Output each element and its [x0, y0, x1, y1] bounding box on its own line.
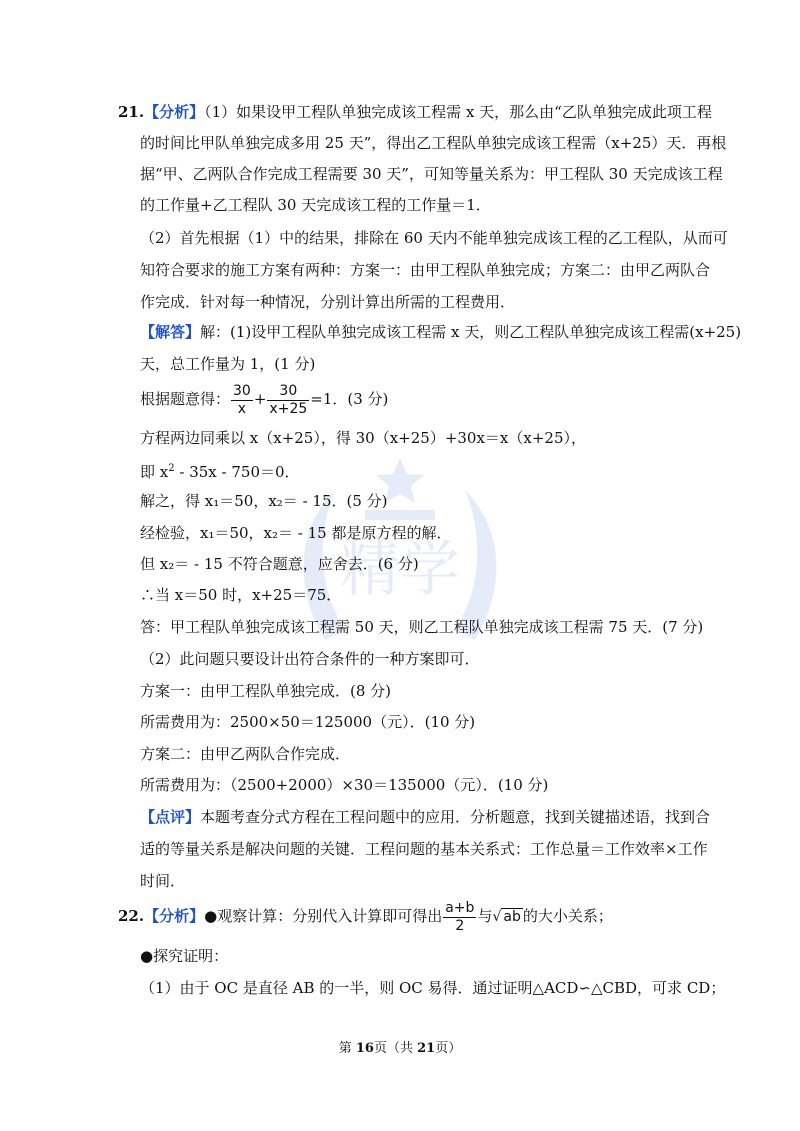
q22-line-3: （1）由于 OC 是直径 AB 的一半，则 OC 易得．通过证明△ACD∽△CBD，可求 CD； — [140, 979, 726, 997]
answer-line-2: 天，总工作量为 1，(1 分) — [140, 355, 316, 373]
comment-tag: 【点评】 — [140, 808, 201, 826]
answer-line-12: 方案一：由甲工程队单独完成．(8 分) — [140, 682, 392, 700]
answer-line-13: 所需费用为：2500×50＝125000（元）．(10 分) — [140, 713, 476, 731]
answer-line-15: 所需费用为：（2500+2000）×30＝135000（元）．(10 分) — [140, 776, 549, 794]
answer-line-8: 但 x₂＝ - 15 不符合题意，应舍去．(6 分) — [140, 555, 419, 573]
question-number: 22. — [118, 907, 145, 925]
q22-line-1: 22.【分析】●观察计算：分别代入计算即可得出 $\frac{a+b}{2}$ 与√ ab 的大小关系； — [118, 896, 613, 936]
answer-line-9: ∴当 x＝50 时，x+25＝75． — [140, 586, 342, 604]
answer-equation: 根据题意得： $\frac{30}{x}$ + $\frac{30}{x+25}$ =1．(3 分) — [140, 382, 389, 417]
q21-line-2: 的时间比甲队单独完成多用 25 天”，得出乙工程队单独完成该工程需（x+25）天．再根 — [140, 134, 727, 152]
answer-line-14: 方案二：由甲乙两队合作完成． — [140, 745, 351, 763]
q21-line-3: 据“甲、乙两队合作完成工程需要 30 天”，可知等量关系为：甲工程队 30 天完成该工程 — [140, 165, 723, 183]
analysis-tag: 【分析】 — [144, 103, 205, 121]
q22-line-2: ●探究证明： — [140, 947, 229, 965]
fraction-30-over-x: $\frac{30}{x}$ — [233, 382, 251, 417]
analysis-tag: 【分析】 — [144, 907, 205, 925]
answer-line-10: 答：甲工程队单独完成该工程需 50 天，则乙工程队单独完成该工程需 75 天．(7 分) — [140, 618, 704, 636]
q21-line-7: 作完成．针对每一种情况，分别计算出所需的工程费用． — [140, 293, 516, 311]
watermark-text: 精学 — [340, 535, 460, 605]
answer-line-6: 解之，得 x₁＝50，x₂＝ - 15．(5 分) — [140, 492, 388, 510]
total-pages: 21 — [417, 1041, 436, 1056]
comment-line-1: 【点评】本题考查分式方程在工程问题中的应用．分析题意，找到关键描述语，找到合 — [140, 808, 711, 826]
q21-line-5: （2）首先根据（1）中的结果，排除在 60 天内不能单独完成该工程的乙工程队，从而可 — [140, 229, 728, 247]
q21-line-4: 的工作量+乙工程队 30 天完成该工程的工作量＝1． — [140, 196, 491, 214]
q21-line-6: 知符合要求的施工方案有两种：方案一：由甲工程队单独完成；方案二：由甲乙两队合 — [140, 261, 711, 279]
answer-line-1: 【解答】解：(1)设甲工程队单独完成该工程需 x 天，则乙工程队单独完成该工程需(x+25) — [140, 323, 742, 341]
answer-tag: 【解答】 — [140, 323, 201, 341]
comment-line-2: 适的等量关系是解决问题的关键．工程问题的基本关系式：工作总量＝工作效率×工作 — [140, 840, 708, 858]
question-number: 21. — [118, 103, 145, 121]
answer-line-7: 经检验，x₁＝50，x₂＝ - 15 都是原方程的解． — [140, 524, 452, 542]
answer-line-5: 即 $x^2 - 35x - 750=0$． — [140, 463, 300, 481]
comment-line-3: 时间． — [140, 872, 186, 890]
page-footer: 第 16页（共 21页） — [338, 1041, 462, 1056]
q21-line-1: 21.【分析】（1）如果设甲工程队单独完成该工程需 x 天，那么由“乙队单独完成此项工程 — [118, 103, 712, 121]
answer-line-4: 方程两边同乘以 x（x+25），得 30（x+25）+30x＝x（x+25）， — [140, 429, 587, 447]
sqrt-ab: √ ab — [492, 909, 521, 925]
fraction-30-over-x-plus-25: $\frac{30}{x+25}$ — [269, 382, 308, 417]
fraction-a-plus-b-over-2: $\frac{a+b}{2}$ — [445, 899, 475, 934]
answer-line-11: （2）此问题只要设计出符合条件的一种方案即可． — [140, 650, 480, 668]
current-page: 16 — [355, 1041, 374, 1056]
